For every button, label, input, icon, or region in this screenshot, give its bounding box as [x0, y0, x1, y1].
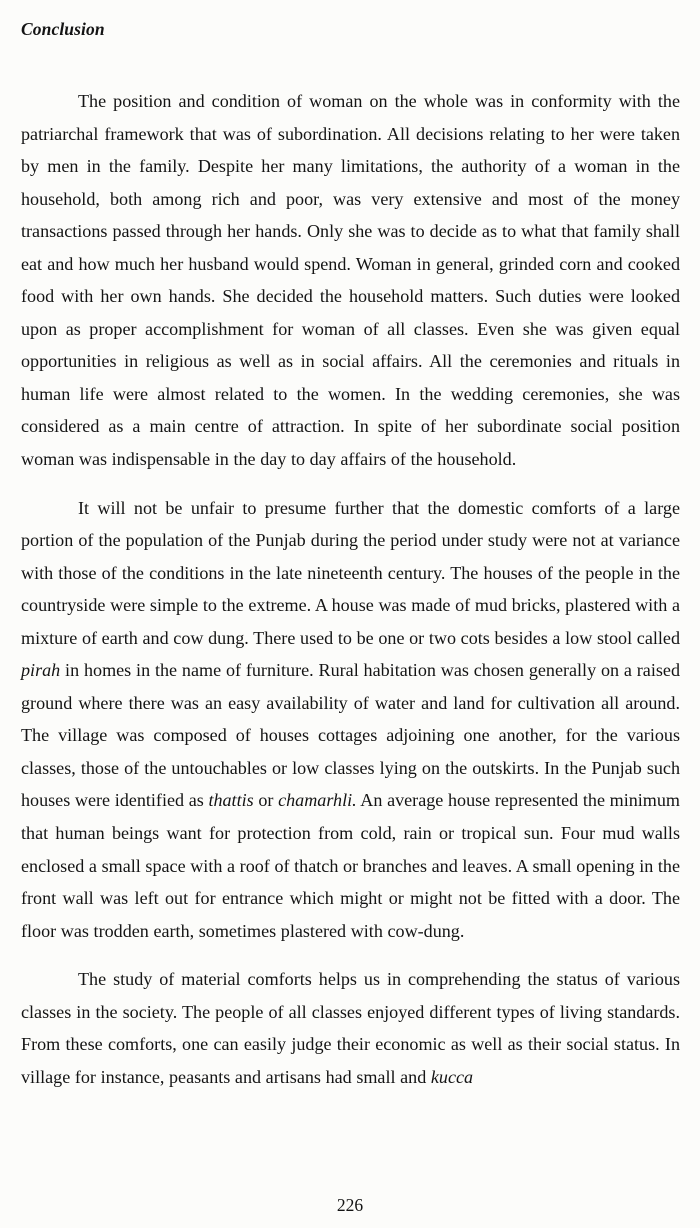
italic-term: thattis [208, 790, 254, 811]
italic-term: pirah [21, 660, 61, 681]
text-run: The study of material comforts helps us in comprehending the status of various classes in the society. The people of all classes enjoyed different types of living standards. From these comforts, one can easily judge their economic as well as their social status. In village for instance, peasants and artisans had small and [21, 969, 680, 1087]
body-text-block [21, 85, 680, 1093]
section-heading: Conclusion [21, 19, 105, 39]
text-run: or [253, 790, 279, 811]
italic-term: chamarhli. [278, 790, 357, 811]
text-run: The position and condition of woman on the whole was in conformity with the patriarchal framework that was of subordination. All decisions relating to her were taken by men in the family. Despite her many limitations, the authority of a woman in the household, both among rich and poor, was very extensive and most of the money transactions passed through her hands. Only she was to decide as to what that family shall eat and how much her husband would spend. Woman in general, grinded corn and cooked food with her own hands. She decided the household matters. Such duties were looked upon as proper accomplishment for woman of all classes. Even she was given equal opportunities in religious as well as in social affairs. All the ceremonies and rituals in human life were almost related to the women. In the wedding ceremonies, she was considered as a main centre of attraction. In spite of her subordinate social position woman was indispensable in the day to day affairs of the household. [21, 91, 680, 470]
paragraph-3 [21, 963, 680, 1093]
page-number: 226 [336, 1195, 364, 1215]
text-run: in homes in the name of furniture. Rural habitation was chosen generally on a raised ground where there was an easy availability of water and land for cultivation all around. The village was composed of houses cottages adjoining one another, for the various classes, those of the untouchables or low classes lying on the outskirts. In the Punjab such houses were identified as [21, 660, 680, 811]
paragraph-1 [21, 85, 680, 476]
text-run: It will not be unfair to presume further that the domestic comforts of a large portion of the population of the Punjab during the period under study were not at variance with those of the conditions in the late nineteenth century. The houses of the people in the countryside were simple to the extreme. A house was made of mud bricks, plastered with a mixture of earth and cow dung. There used to be one or two cots besides a low stool called [21, 497, 680, 648]
paragraph-2 [21, 492, 680, 948]
text-run: An average house represented the minimum that human beings want for protection from cold, rain or tropical sun. Four mud walls enclosed a small space with a roof of thatch or branches and leaves. A small opening in the front wall was left out for entrance which might or might not be fitted with a door. The floor was trodden earth, sometimes plastered with cow-dung. [21, 790, 681, 941]
italic-term: kucca [430, 1066, 474, 1087]
